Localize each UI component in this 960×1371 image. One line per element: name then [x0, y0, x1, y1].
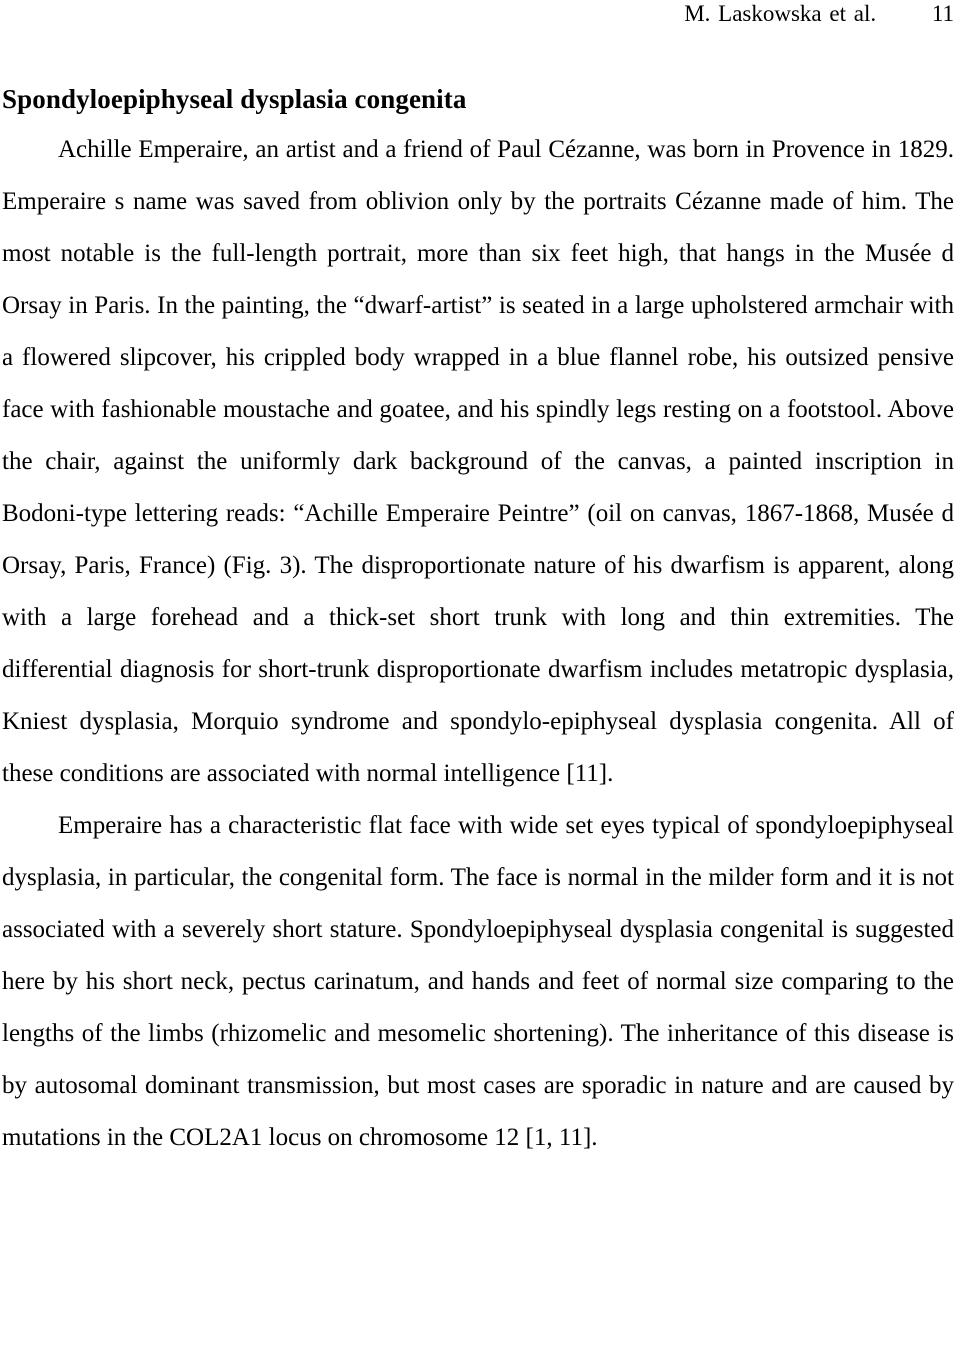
- header-authors: M. Laskowska et al.: [684, 1, 877, 26]
- paragraph: Achille Emperaire, an artist and a friend of Paul Cézanne, was born in Provence in 1829. Emperaire s name was saved from oblivion only by the portraits Cézanne made of him. The most notable is the full-length portrait, more than six feet high, that hangs in the Musée d Orsay in Paris. In the painting, the “dwarf-artist” is seated in a large upholstered armchair with a flowered slipcover, his crippled body wrapped in a blue flannel robe, his outsized pensive face with fashionable moustache and goatee, and his spindly legs resting on a footstool. Above the chair, against the uniformly dark background of the canvas, a painted inscription in Bodoni-type lettering reads: “Achille Emperaire Peintre” (oil on canvas, 1867-1868, Musée d Orsay, Paris, France) (Fig. 3). The disproportionate nature of his dwarfism is apparent, along with a large forehead and a thick-set short trunk with long and thin extremities. The differential diagnosis for short-trunk disproportionate dwarfism includes metatropic dysplasia, Kniest dysplasia, Morquio syndrome and spondylo-epiphyseal dysplasia congenita. All of these conditions are associated with normal intelligence [11].: [2, 136, 954, 787]
- page-number: 11: [931, 1, 954, 26]
- running-header: [2, 2, 954, 26]
- paragraph: Emperaire has a characteristic flat face with wide set eyes typical of spondyloepiphyseal dysplasia, in particular, the congenital form. The face is normal in the milder form and it is not associated with a severely short stature. Spondyloepiphyseal dysplasia congenital is suggested here by his short neck, pectus carinatum, and hands and feet of normal size comparing to the lengths of the limbs (rhizomelic and mesomelic shortening). The inheritance of this disease is by autosomal dominant transmission, but most cases are sporadic in nature and are caused by mutations in the COL2A1 locus on chromosome 12 [1, 11].: [2, 812, 954, 1151]
- section-title: Spondyloepiphyseal dysplasia congenita: [2, 84, 467, 114]
- body-text: [2, 124, 954, 1164]
